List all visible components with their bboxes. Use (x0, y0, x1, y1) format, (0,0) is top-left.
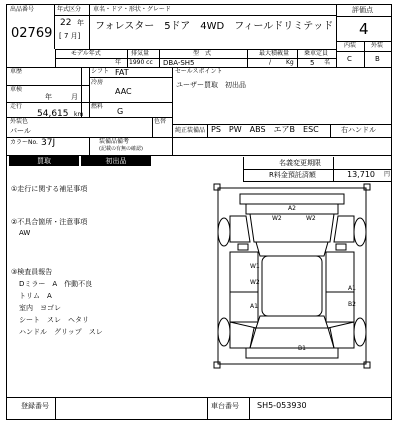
defects-title: ②不具合箇所・注意事項 (11, 218, 88, 226)
year-unit: 年 (77, 19, 84, 27)
damage-label: W1 (250, 263, 260, 270)
capacity-label: 乗車定員 (304, 50, 329, 57)
damage-label: B1 (298, 345, 306, 352)
reg-label: 登録番号 (21, 402, 49, 410)
inspector-line: トリム A (19, 292, 52, 300)
capacity-unit: 名 (324, 59, 331, 66)
running-notes-title: ①走行に関する補足事項 (11, 185, 88, 193)
recycle-label: R料金預託済額 (269, 171, 316, 179)
damage-label: W2 (306, 215, 316, 222)
recycle-unit: 円 (384, 171, 391, 178)
capacity-value: 5 (310, 59, 315, 67)
defects-value: AW (19, 229, 31, 237)
inspection-year: 年 (45, 93, 52, 101)
body-color-value: パール (10, 127, 31, 135)
meter-label: 名義変更期限 (279, 159, 321, 167)
fuel-value: G (117, 107, 124, 116)
history-sub: (記載の有無の確認) (99, 146, 143, 152)
type-value: DBA-SH5 (163, 59, 195, 67)
max-load-value: / (269, 59, 272, 66)
fuel-label: 燃料 (91, 103, 104, 110)
cooler-value: AAC (115, 87, 132, 96)
inspector-title: ③検査員報告 (11, 268, 53, 276)
color-change-label: 色替 (154, 118, 167, 125)
grade-label: 評価点 (352, 6, 373, 14)
displacement-value: 1990 cc (129, 59, 153, 66)
inspector-line: Dミラー A 作動不良 (19, 280, 93, 288)
exterior-label: 外装 (371, 42, 384, 49)
mileage-value: 54,615 (37, 109, 69, 119)
body-color-label: 外装色 (10, 118, 29, 125)
damage-label: A1 (348, 285, 356, 292)
equipment-label: 純正装備品 (175, 127, 206, 134)
damage-label: W2 (272, 215, 282, 222)
shift-value: FAT (115, 68, 129, 77)
auction-sheet (6, 4, 392, 420)
lot-number: 02769 (11, 26, 53, 41)
interior-value: C (347, 55, 352, 63)
car-damage-diagram (210, 182, 374, 372)
lot-label: 出品番号 (10, 6, 35, 13)
handle-value: 右ハンドル (341, 126, 376, 134)
model-header: 車名・ドア・形状・グレード (93, 6, 171, 13)
sales-point-value: ユーザー買取 初出品 (176, 81, 246, 89)
sales-point-label: セールスポイント (175, 68, 223, 75)
displacement-label: 排気量 (131, 50, 150, 57)
year-label: 年式区分 (57, 6, 82, 13)
mileage-unit: km (74, 111, 84, 118)
mileage-label: 走行 (10, 103, 23, 110)
recycle-value: 13,710 (347, 170, 375, 179)
damage-label: A2 (288, 205, 296, 212)
buy-tag: 買取 (9, 156, 79, 166)
inspection-label: 車検 (10, 86, 23, 93)
cooler-label: 冷房 (91, 79, 104, 86)
model-year-unit: 年 (115, 59, 122, 66)
color-code-value: 37J (41, 138, 56, 148)
equipment-value: PS PW ABS エアB ESC (211, 125, 319, 134)
damage-label: A1 (250, 303, 258, 310)
inspection-month: 月 (71, 93, 78, 101)
damage-label: B2 (348, 301, 356, 308)
chassis-value: SH5-053930 (257, 401, 307, 410)
history-col-label: 車歴 (10, 68, 23, 75)
inspector-line: 室内 ヨゴレ (19, 304, 61, 312)
model-type-label: モデル年式 (71, 50, 101, 57)
damage-label: W2 (250, 279, 260, 286)
max-load-label: 最大積載量 (259, 50, 290, 57)
first-listing-tag: 初出品 (81, 156, 151, 166)
type-label: 型 式 (193, 50, 212, 57)
grade-value: 4 (359, 20, 369, 38)
chassis-label: 車台番号 (211, 402, 239, 410)
year-value: 22 (60, 18, 72, 28)
inspector-line: ハンドル グリップ スレ (19, 328, 103, 336)
history-label: 装備品備考 (99, 138, 130, 145)
shift-label: シフト (91, 68, 110, 75)
color-code-label: カラーNo. (10, 139, 38, 146)
inspector-line: シート スレ ヘタリ (19, 316, 89, 324)
car-name: フォレスター 5ドア 4WD フィールドリミテッド (95, 21, 334, 32)
exterior-value: B (375, 55, 380, 63)
max-load-unit: Kg (286, 59, 294, 66)
month-value: [ 7 月] (59, 32, 81, 40)
interior-label: 内装 (344, 42, 357, 49)
